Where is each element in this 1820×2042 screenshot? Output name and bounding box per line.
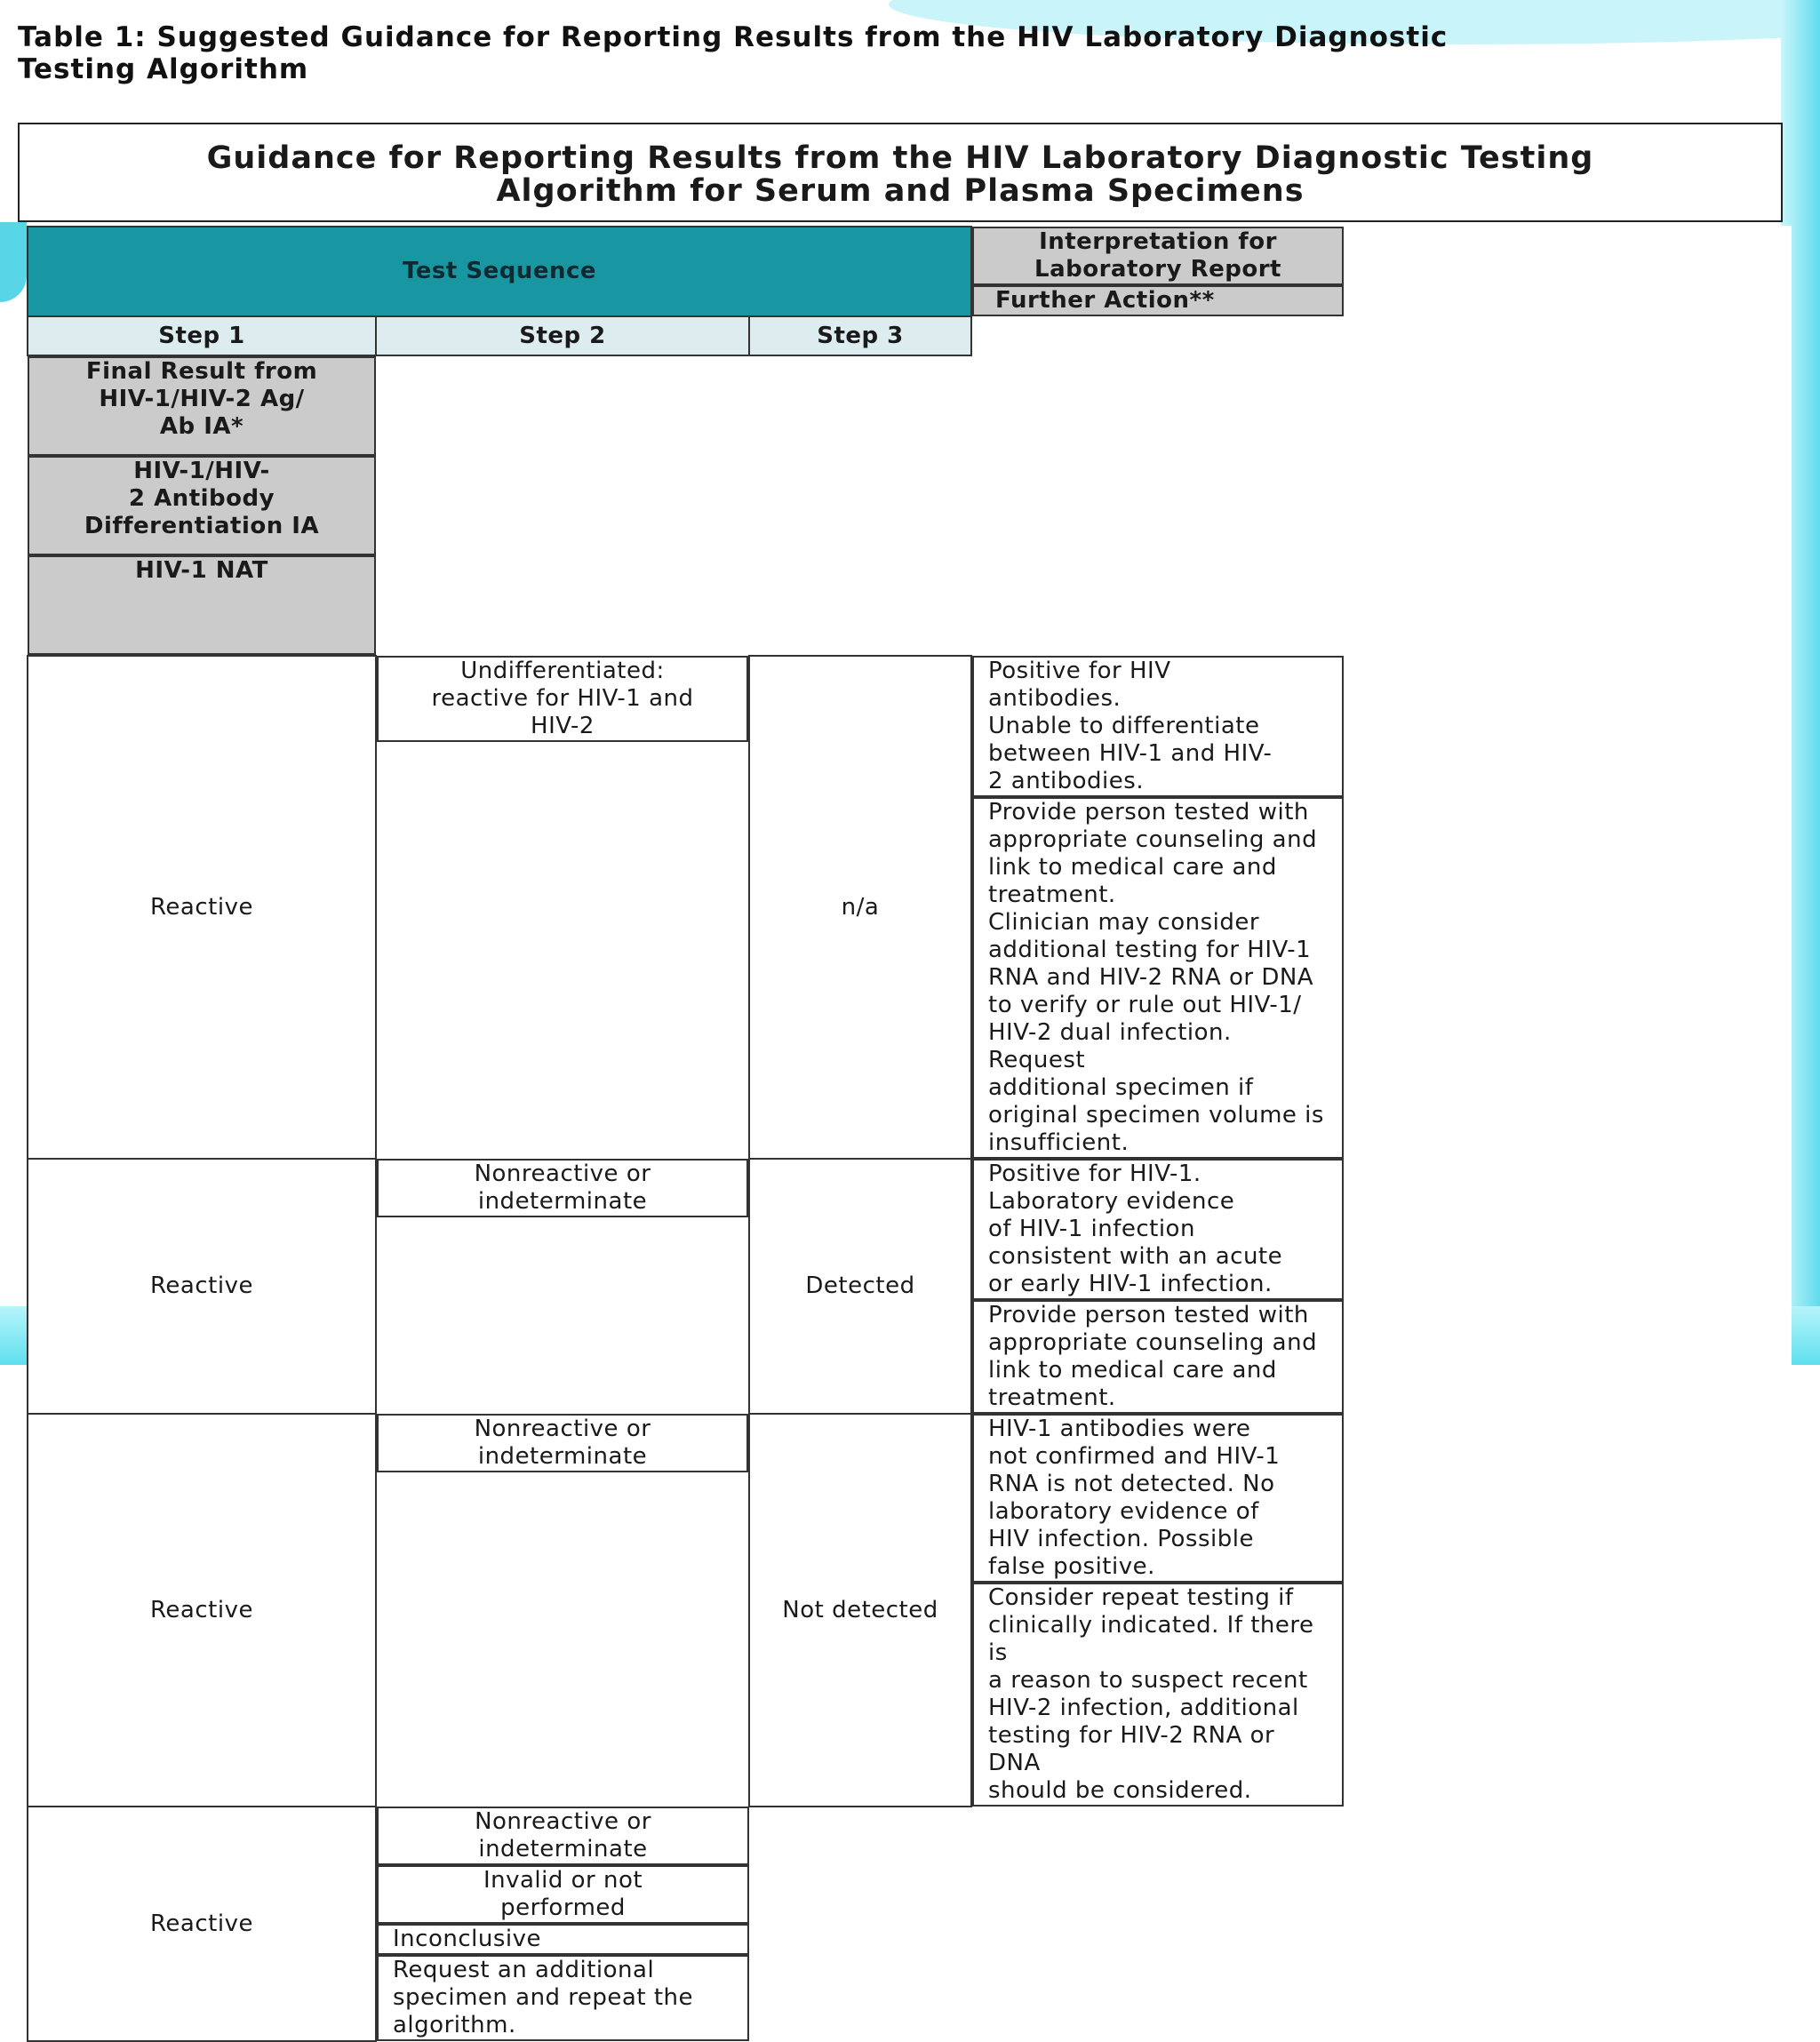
step-2-header: Step 2 (376, 316, 749, 355)
step-2-subtitle: HIV-1/HIV- 2 Antibody Differentiation IA (28, 456, 376, 555)
guidance-table (27, 226, 1792, 2042)
header-row-sequence (28, 227, 1791, 316)
table-title-box: Guidance for Reporting Results from the HIV Laboratory Diagnostic Testing Algorithm for Serum and Plasma Specimens (18, 123, 1783, 222)
further-action-cell: Provide person tested with appropriate counseling and link to medical care and treatment. Clinician may consider additional testing for HIV-1 RNA and HIV-2 RNA or DNA to verify or rule out HIV-1/ HIV-2 dual infection. Request additional specimen if original specimen volume is insufficient. (972, 797, 1344, 1159)
step-2-result: Nonreactive or indeterminate (377, 1807, 749, 1865)
table-row (28, 1159, 1791, 1414)
further-action-header: Further Action** (972, 285, 1344, 316)
step-3-subtitle: HIV-1 NAT (28, 555, 376, 655)
test-sequence-header: Test Sequence (28, 227, 971, 316)
interpretation-cell: Inconclusive (377, 1924, 749, 1955)
step-3-result: Invalid or not performed (377, 1865, 749, 1924)
step-3-result: Detected (749, 1159, 971, 1414)
step-1-result: Reactive (28, 656, 376, 1159)
step-3-result: n/a (749, 656, 971, 1159)
step-1-result: Reactive (28, 1159, 376, 1414)
step-2-result: Nonreactive or indeterminate (377, 1414, 748, 1472)
step-2-result: Nonreactive or indeterminate (377, 1159, 748, 1217)
further-action-cell: Provide person tested with appropriate counseling and link to medical care and treatment. (972, 1300, 1344, 1414)
further-action-cell: Request an additional specimen and repeat the algorithm. (377, 1955, 749, 2041)
table-row (28, 1414, 1791, 1807)
table-caption: Table 1: Suggested Guidance for Reporting Results from the HIV Laboratory Diagnostic Testing Algorithm (18, 21, 1449, 85)
step-1-header: Step 1 (28, 316, 376, 355)
step-1-result: Reactive (28, 1807, 376, 2041)
background-left-band (0, 222, 27, 302)
step-3-result: Not detected (749, 1414, 971, 1807)
interpretation-header: Interpretation for Laboratory Report (972, 227, 1344, 285)
step-2-result: Undifferentiated: reactive for HIV-1 and HIV-2 (377, 656, 748, 742)
table-row (28, 656, 1791, 1159)
interpretation-cell: Positive for HIV-1. Laboratory evidence of HIV-1 infection consistent with an acute or early HIV-1 infection. (972, 1159, 1344, 1300)
interpretation-cell: Positive for HIV antibodies. Unable to differentiate between HIV-1 and HIV- 2 antibodies. (972, 656, 1344, 797)
further-action-cell: Consider repeat testing if clinically indicated. If there is a reason to suspect recent HIV-2 infection, additional testing for HIV-2 RNA or DNA should be considered. (972, 1583, 1344, 1807)
step-1-result: Reactive (28, 1414, 376, 1807)
step-1-subtitle: Final Result from HIV-1/HIV-2 Ag/ Ab IA* (28, 356, 376, 456)
interpretation-cell: HIV-1 antibodies were not confirmed and HIV-1 RNA is not detected. No laboratory evidence of HIV infection. Possible false positive. (972, 1414, 1344, 1583)
header-row-steps (28, 316, 1791, 355)
step-3-header: Step 3 (749, 316, 971, 355)
header-row-subtitles (28, 355, 1791, 656)
table-row (28, 1807, 1791, 2041)
